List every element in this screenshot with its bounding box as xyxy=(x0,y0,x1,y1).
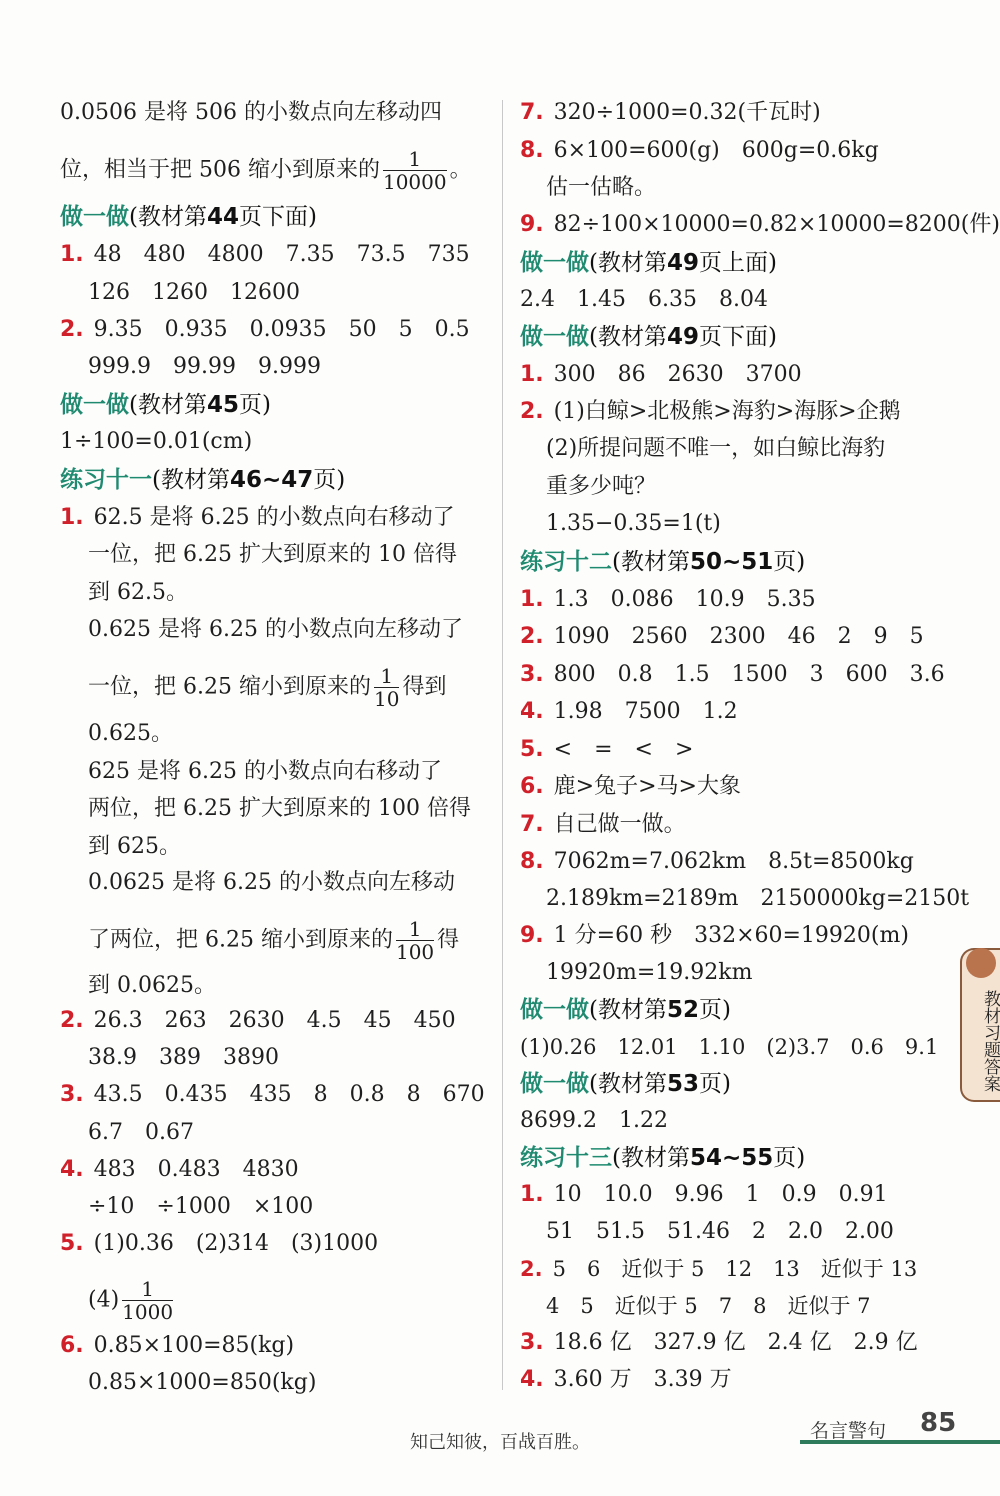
answer-line: 2. 9.35 0.935 0.0935 50 5 0.5 xyxy=(60,317,470,342)
answer-line: 4. 1.98 7500 1.2 xyxy=(520,699,738,724)
answer-line: 19920m=19.92km xyxy=(546,960,753,985)
answer-line: 625 是将 6.25 的小数点向右移动了 xyxy=(88,759,442,784)
answer-line: 两位，把 6.25 扩大到原来的 100 倍得 xyxy=(88,796,471,821)
intro-line-2: 位，相当于把 506 缩小到原来的 $\frac{1}{10000}$ 。 xyxy=(60,147,472,194)
answer-line: 6. 0.85×100=85(kg) xyxy=(60,1333,295,1358)
section-heading-49a: 做一做(教材第49页上面) xyxy=(520,250,777,276)
answer-line: 0.0625 是将 6.25 的小数点向左移动 xyxy=(88,870,455,895)
answer-line: 8. 7062m=7.062km 8.5t=8500kg xyxy=(520,849,914,874)
answer-line: (2)所提问题不唯一，如白鲸比海豹 xyxy=(546,436,886,461)
answer-line: 3. 800 0.8 1.5 1500 3 600 3.6 xyxy=(520,662,945,687)
answer-line: 2.189km=2189m 2150000kg=2150t xyxy=(546,886,970,911)
intro-line: 0.0506 是将 506 的小数点向左移动四 xyxy=(60,100,442,125)
answer-line: (1)0.26 12.01 1.10 (2)3.7 0.6 9.1 xyxy=(520,1035,939,1059)
page-number: 85 xyxy=(920,1408,957,1438)
answer-line: 38.9 389 3890 xyxy=(88,1045,279,1070)
answer-line: 估一估略。 xyxy=(546,175,657,200)
answer-line: 999.9 99.99 9.999 xyxy=(88,354,321,379)
answer-line: 4. 483 0.483 4830 xyxy=(60,1157,299,1182)
section-heading-53: 做一做(教材第53页) xyxy=(520,1071,731,1097)
answer-line: 重多少吨？ xyxy=(546,474,657,499)
answer-line: 3. 18.6 亿 327.9 亿 2.4 亿 2.9 亿 xyxy=(520,1330,918,1355)
corner-label: 名言警句 xyxy=(810,1420,887,1442)
answer-line: 到 0.0625。 xyxy=(88,973,216,998)
answer-line: 5. < = < > xyxy=(520,737,694,762)
answer-line: 1.35−0.35=1(t) xyxy=(546,511,721,536)
answer-line: 2.4 1.45 6.35 8.04 xyxy=(520,287,768,312)
answer-line: 2. 26.3 263 2630 4.5 45 450 xyxy=(60,1008,456,1033)
answer-line: 8. 6×100=600(g) 600g=0.6kg xyxy=(520,138,879,163)
answer-line: 51 51.5 51.46 2 2.0 2.00 xyxy=(546,1219,894,1244)
answer-line: 1. 10 10.0 9.96 1 0.9 0.91 xyxy=(520,1182,888,1207)
answer-line: 9. 1 分=60 秒 332×60=19920(m) xyxy=(520,923,909,948)
column-divider xyxy=(502,100,503,1390)
section-heading-44: 做一做(教材第44页下面) xyxy=(60,204,317,230)
fraction: $\frac{1}{10000}$ xyxy=(382,147,447,194)
answer-line: 0.85×1000=850(kg) xyxy=(88,1370,317,1395)
answer-line: 1. 62.5 是将 6.25 的小数点向右移动了 xyxy=(60,505,455,530)
answer-line: 9. 82÷100×10000=0.82×10000=8200(件) xyxy=(520,212,1000,237)
answer-line: 7. 自己做一做。 xyxy=(520,812,686,837)
section-heading-52: 做一做(教材第52页) xyxy=(520,997,731,1023)
answer-line: 2. (1)白鲸>北极熊>海豹>海豚>企鹅 xyxy=(520,399,901,424)
answer-line: 1. 300 86 2630 3700 xyxy=(520,362,802,387)
answer-line: (4) $\frac{1}{1000}$ xyxy=(88,1277,174,1324)
fraction: $\frac{1}{100}$ xyxy=(395,917,435,964)
answer-line: 1. 1.3 0.086 10.9 5.35 xyxy=(520,587,816,612)
answer-line: 到 625。 xyxy=(88,834,181,859)
section-heading-50: 练习十二(教材第50~51页) xyxy=(520,549,806,575)
answer-line: 6.7 0.67 xyxy=(88,1120,194,1145)
mascot-icon xyxy=(966,948,996,978)
answer-line: 126 1260 12600 xyxy=(88,280,300,305)
answer-line: 一位，把 6.25 扩大到原来的 10 倍得 xyxy=(88,542,457,567)
section-heading-54: 练习十三(教材第54~55页) xyxy=(520,1145,806,1171)
answer-line: 3. 43.5 0.435 435 8 0.8 8 670 xyxy=(60,1082,485,1107)
answer-line: 5. (1)0.36 (2)314 (3)1000 xyxy=(60,1231,379,1256)
side-tab-label: 教材习题答案 xyxy=(980,990,1000,1092)
answer-line: 4. 3.60 万 3.39 万 xyxy=(520,1367,732,1392)
fraction: $\frac{1}{10}$ xyxy=(373,664,400,711)
answer-line: 0.625。 xyxy=(88,721,173,746)
section-heading-46: 练习十一(教材第46~47页) xyxy=(60,467,346,493)
fraction: $\frac{1}{1000}$ xyxy=(122,1277,174,1324)
footer-motto: 知己知彼，百战百胜。 xyxy=(410,1432,590,1453)
answer-line: 1÷100=0.01(cm) xyxy=(60,429,253,454)
answer-line: 1. 48 480 4800 7.35 73.5 735 xyxy=(60,242,470,267)
answer-line: 7. 320÷1000=0.32(千瓦时) xyxy=(520,100,821,125)
answer-line: ÷10 ÷1000 ×100 xyxy=(88,1194,314,1219)
answer-line: 一位，把 6.25 缩小到原来的 $\frac{1}{10}$ 得到 xyxy=(88,664,447,711)
answer-line: 到 62.5。 xyxy=(88,580,188,605)
answer-line: 了两位，把 6.25 缩小到原来的 $\frac{1}{100}$ 得 xyxy=(88,917,460,964)
answer-line: 4 5 近似于 5 7 8 近似于 7 xyxy=(546,1294,871,1318)
answer-line: 6. 鹿>兔子>马>大象 xyxy=(520,774,741,799)
answer-line: 8699.2 1.22 xyxy=(520,1108,668,1133)
answer-line: 2. 1090 2560 2300 46 2 9 5 xyxy=(520,624,924,649)
section-heading-49b: 做一做(教材第49页下面) xyxy=(520,324,777,350)
answer-line: 2. 5 6 近似于 5 12 13 近似于 13 xyxy=(520,1257,918,1281)
section-heading-45: 做一做(教材第45页) xyxy=(60,392,271,418)
answer-line: 0.625 是将 6.25 的小数点向左移动了 xyxy=(88,617,463,642)
